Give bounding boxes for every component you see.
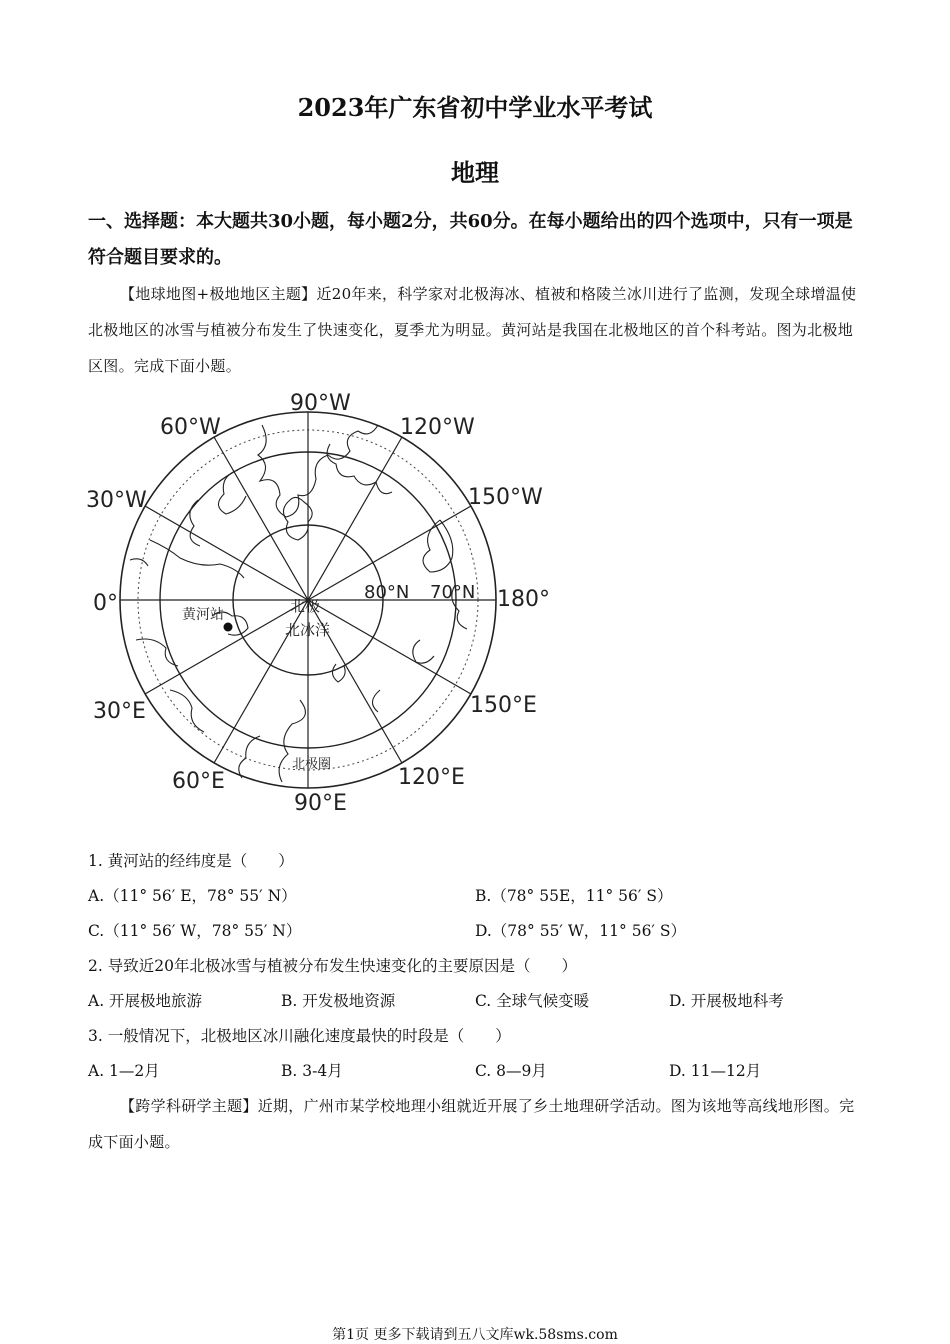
- label-60w: 60°W: [160, 415, 221, 440]
- arctic-map: [80, 378, 560, 828]
- q1-option-a: A.（11° 56′ E，78° 55′ N）: [88, 887, 297, 905]
- page-footer: 第1页 更多下载请到五八文库wk.58sms.com: [332, 1327, 618, 1343]
- label-0: 0°: [93, 591, 118, 616]
- label-60e: 60°E: [172, 769, 225, 794]
- question-3-stem: 3. 一般情况下，北极地区冰川融化速度最快的时段是（ ）: [88, 1027, 511, 1045]
- q2-option-c: C. 全球气候变暖: [475, 992, 590, 1010]
- label-ocean: 北冰洋: [285, 621, 331, 639]
- label-huanghe-station: 黄河站: [182, 607, 224, 623]
- q3-option-a: A. 1—2月: [88, 1062, 160, 1080]
- huanghe-station-marker: [224, 623, 233, 632]
- q2-option-d: D. 开展极地科考: [669, 992, 784, 1010]
- label-30w: 30°W: [86, 488, 147, 513]
- q3-option-c: C. 8—9月: [475, 1062, 547, 1080]
- question-2-stem: 2. 导致近20年北极冰雪与植被分布发生快速变化的主要原因是（ ）: [88, 957, 577, 975]
- question-1-stem: 1. 黄河站的经纬度是（ ）: [88, 852, 294, 870]
- label-70n: 70°N: [430, 582, 476, 603]
- q2-option-a: A. 开展极地旅游: [88, 992, 203, 1010]
- label-150e: 150°E: [470, 693, 537, 718]
- label-90w: 90°W: [290, 391, 351, 416]
- q1-option-b: B.（78° 55E，11° 56′ S）: [475, 887, 673, 905]
- label-120w: 120°W: [400, 415, 475, 440]
- q1-option-d: D.（78° 55′ W，11° 56′ S）: [475, 922, 686, 940]
- label-80n: 80°N: [364, 582, 410, 603]
- q3-option-d: D. 11—12月: [669, 1062, 762, 1080]
- q2-option-b: B. 开发极地资源: [281, 992, 396, 1010]
- q3-option-b: B. 3-4月: [281, 1062, 343, 1080]
- q1-option-c: C.（11° 56′ W，78° 55′ N）: [88, 922, 302, 940]
- label-120e: 120°E: [398, 765, 465, 790]
- passage-polar: 【地球地图+极地地区主题】近20年来，科学家对北极海冰、植被和格陵兰冰川进行了监测，发现全球增温使北极地区的冰雪与植被分布发生了快速变化，夏季尤为明显。黄河站是我国在北极地区的首个科考站。图为北极地区图。完成下面小题。: [88, 285, 857, 375]
- subject-title: 地理: [451, 158, 499, 187]
- label-pole: 北极: [290, 597, 321, 615]
- page-title: 2023年广东省初中学业水平考试: [297, 93, 653, 122]
- label-180: 180°: [497, 587, 550, 612]
- label-90e: 90°E: [294, 791, 347, 816]
- passage-study-trip: 【跨学科研学主题】近期，广州市某学校地理小组就近开展了乡土地理研学活动。图为该地等高线地形图。完成下面小题。: [88, 1097, 855, 1151]
- label-150w: 150°W: [468, 485, 543, 510]
- label-30e: 30°E: [93, 699, 146, 724]
- label-arctic-circle: 北极圈: [292, 757, 332, 772]
- section-heading: 一、选择题：本大题共30小题，每小题2分，共60分。在每小题给出的四个选项中，只有一项是符合题目要求的。: [88, 211, 853, 268]
